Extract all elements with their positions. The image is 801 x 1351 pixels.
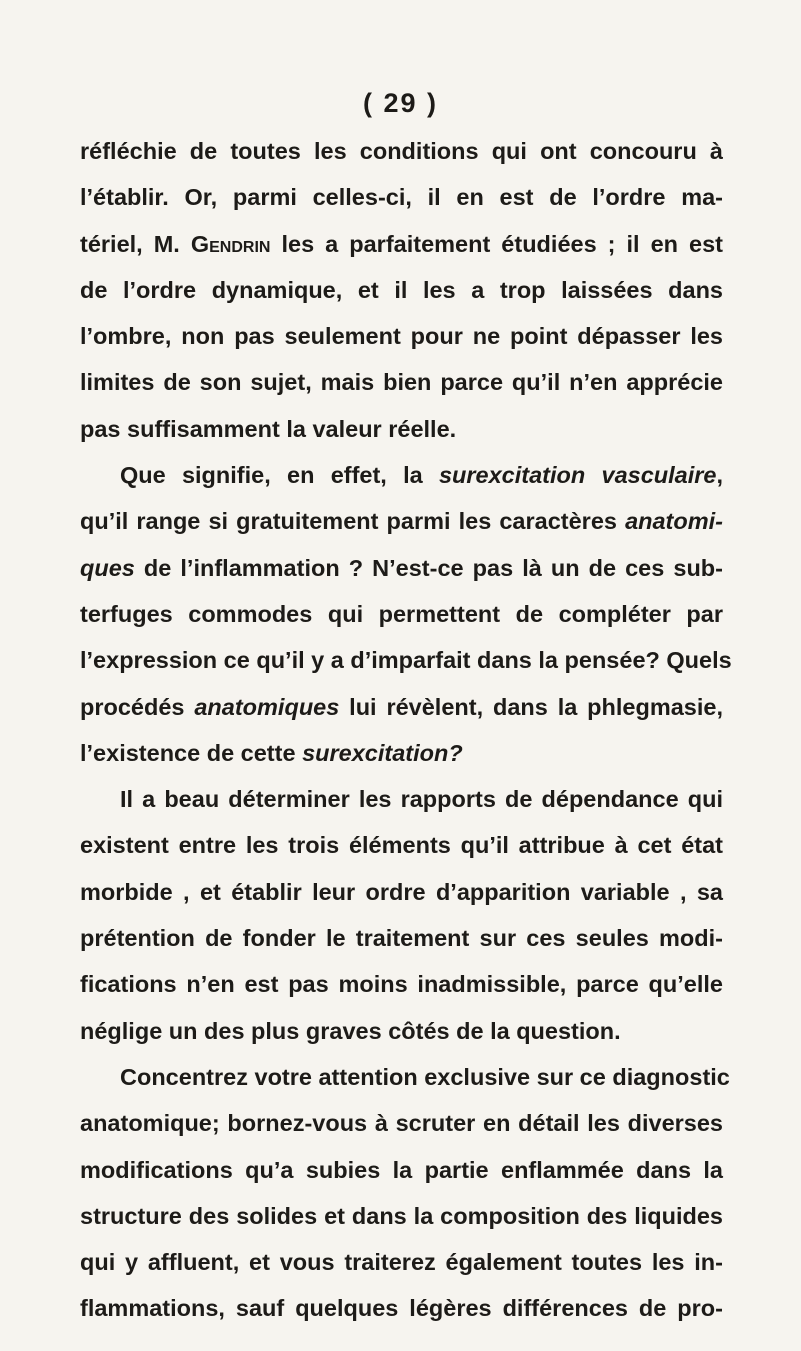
text-segment: , bbox=[716, 462, 724, 489]
text-segment: pas suffisamment la valeur réelle. bbox=[80, 415, 457, 442]
text-line bbox=[80, 1147, 723, 1193]
text-line bbox=[80, 313, 723, 359]
text-line bbox=[80, 684, 723, 730]
text-segment: les a parfaitement étudiées ; il en est bbox=[270, 230, 723, 257]
text-line bbox=[80, 961, 723, 1007]
text-segment: terfuges commodes qui permettent de compléter par bbox=[80, 600, 723, 627]
text-segment: Concentrez votre attention exclusive sur ce diagnostic bbox=[120, 1063, 730, 1090]
text-line bbox=[80, 498, 723, 544]
text-segment: l’établir. Or, parmi celles-ci, il en est de l’ordre ma- bbox=[80, 184, 723, 211]
italic-text: surexcitation vasculaire bbox=[438, 462, 717, 489]
text-segment: de l’ordre dynamique, et il les a trop laissées dans bbox=[80, 276, 723, 303]
text-segment: Il a beau déterminer les rapports de dépendance qui bbox=[120, 786, 723, 813]
text-segment: l’expression ce qu’il y a d’imparfait dans la pensée? Quels bbox=[80, 647, 732, 674]
text-line bbox=[80, 545, 723, 591]
text-segment: tériel, M. bbox=[80, 230, 191, 257]
text-segment: modifications qu’a subies la partie enflammée dans la bbox=[80, 1156, 723, 1183]
author-name: Gendrin bbox=[190, 230, 271, 257]
text-line bbox=[80, 1054, 730, 1100]
italic-text: ques bbox=[80, 554, 135, 581]
text-segment: de l’inflammation ? N’est-ce pas là un de ces sub- bbox=[134, 554, 723, 581]
text-line bbox=[80, 267, 723, 313]
text-line bbox=[80, 915, 723, 961]
text-line bbox=[80, 174, 723, 220]
text-line bbox=[80, 869, 723, 915]
italic-text: anatomi- bbox=[625, 508, 723, 535]
text-segment: morbide , et établir leur ordre d’apparition variable , sa bbox=[80, 878, 723, 905]
italic-text: surexcitation? bbox=[302, 739, 463, 766]
text-line bbox=[80, 406, 723, 452]
text-segment: néglige un des plus graves côtés de la question. bbox=[80, 1017, 621, 1044]
text-line bbox=[80, 128, 723, 174]
text-segment: réfléchie de toutes les conditions qui ont concouru à bbox=[80, 138, 723, 164]
text-segment: flammations, sauf quelques légères différences de pro- bbox=[80, 1295, 723, 1322]
text-segment: Que signifie, en effet, la bbox=[120, 462, 439, 489]
text-segment: limites de son sujet, mais bien parce qu’il n’en apprécie bbox=[80, 369, 723, 396]
text-segment: qui y affluent, et vous traiterez également toutes les in- bbox=[80, 1249, 723, 1276]
page-number: ( 29 ) bbox=[362, 88, 439, 118]
text-line bbox=[80, 776, 723, 822]
text-line bbox=[80, 452, 723, 498]
text-segment: l’ombre, non pas seulement pour ne point dépasser les bbox=[80, 323, 723, 350]
text-line bbox=[80, 359, 723, 405]
text-line bbox=[80, 1193, 723, 1239]
text-segment: prétention de fonder le traitement sur ces seules modi- bbox=[80, 925, 723, 952]
text-line bbox=[80, 822, 723, 868]
text-segment: l’existence de cette bbox=[80, 739, 303, 766]
text-segment: existent entre les trois éléments qu’il attribue à cet état bbox=[80, 832, 723, 859]
text-segment: procédés bbox=[80, 693, 195, 720]
text-line bbox=[80, 1285, 723, 1331]
body-text bbox=[80, 128, 732, 1332]
text-line bbox=[80, 591, 723, 637]
text-line bbox=[80, 221, 723, 267]
text-segment: structure des solides et dans la composition des liquides bbox=[80, 1202, 723, 1229]
text-line bbox=[80, 1239, 723, 1285]
text-segment: fications n’en est pas moins inadmissible, parce qu’elle bbox=[80, 971, 723, 998]
text-line bbox=[80, 1008, 723, 1054]
text-line bbox=[80, 1100, 723, 1146]
text-segment: anatomique; bornez-vous à scruter en détail les diverses bbox=[80, 1110, 723, 1137]
italic-text: anatomiques bbox=[194, 693, 340, 720]
text-segment: qu’il range si gratuitement parmi les caractères bbox=[80, 508, 626, 535]
text-line bbox=[80, 637, 732, 683]
text-line bbox=[80, 730, 723, 776]
text-segment: lui révèlent, dans la phlegmasie, bbox=[339, 693, 723, 720]
